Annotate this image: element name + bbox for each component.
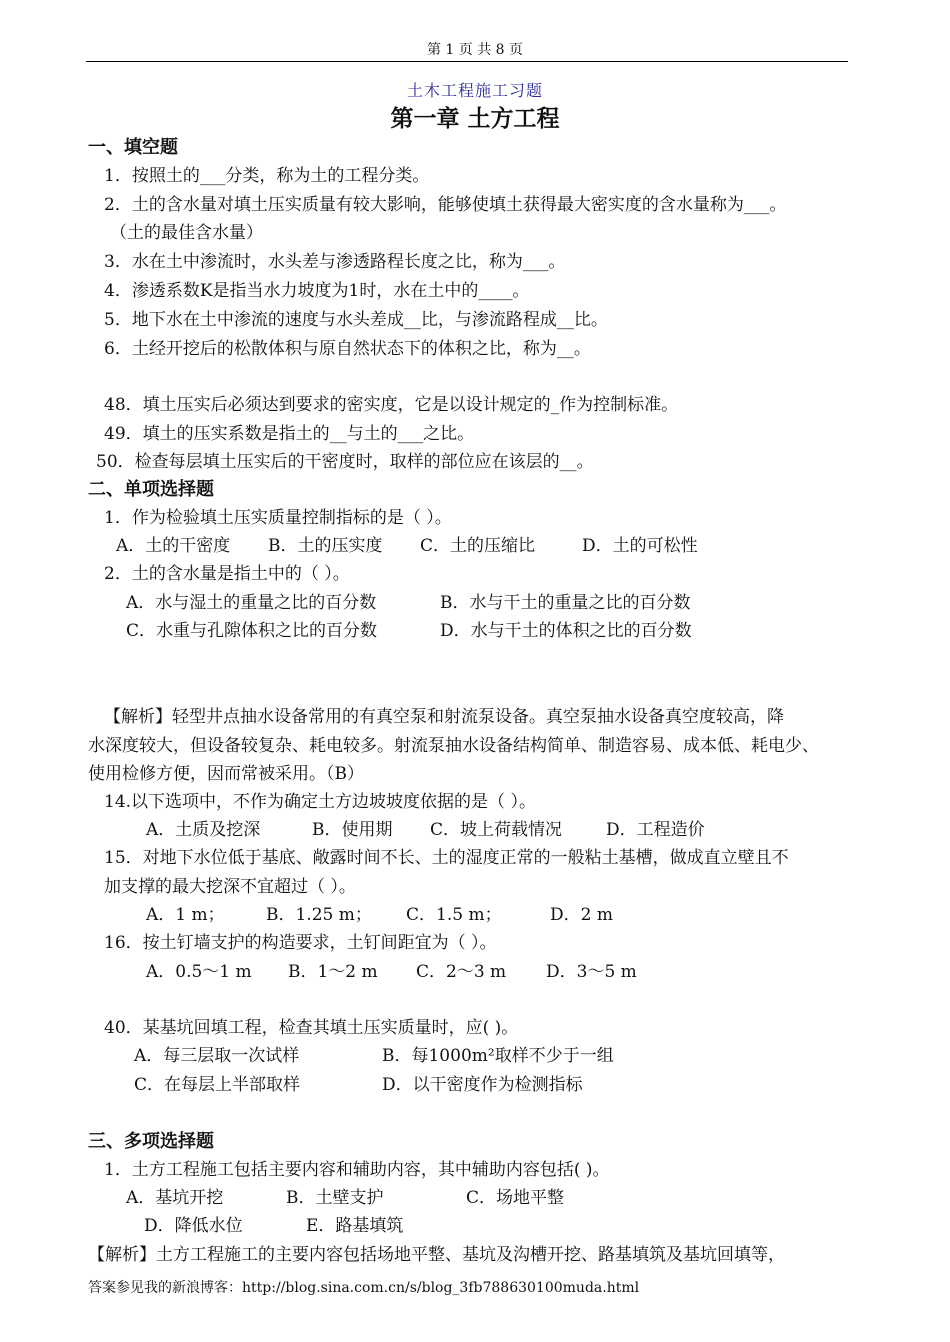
option-d: D．工程造价 [606,820,705,840]
option-d: D．3～5 m [546,962,637,982]
option-c: C．土的压缩比 [420,536,536,556]
fill-item-answer: （土的最佳含水量） [110,223,263,243]
option-c: C．场地平整 [466,1188,565,1208]
option-a: A．每三层取一次试样 [134,1046,300,1066]
option-a: A．1 m； [146,905,225,925]
fill-item: 1．按照土的___分类，称为土的工程分类。 [104,166,430,186]
question-40: 40．某基坑回填工程，检查其填土压实质量时，应( )。 [104,1018,519,1038]
option-c: C．2～3 m [416,962,507,982]
option-d: D．以干密度作为检测指标 [382,1075,583,1095]
question-15: 15．对地下水位低于基底、敞露时间不长、土的湿度正常的一般粘土基槽，做成直立壁且不 [104,848,789,868]
option-d: D．土的可松性 [582,536,698,556]
question-2: 2．土的含水量是指土中的（ ）。 [104,564,350,584]
option-b: B．1～2 m [288,962,378,982]
fill-item: 3．水在土中渗流时，水头差与渗透路程长度之比，称为___。 [104,252,566,272]
analysis-line: 【解析】轻型井点抽水设备常用的有真空泵和射流泵设备。真空泵抽水设备真空度较高，降 [104,707,784,727]
question-14: 14.以下选项中，不作为确定土方边坡坡度依据的是（ ）。 [104,792,536,812]
option-a: A．0.5～1 m [146,962,252,982]
option-b: B．每1000m²取样不少于一组 [382,1046,614,1066]
option-b: B．水与干土的重量之比的百分数 [440,593,691,613]
question-16: 16．按土钉墙支护的构造要求，土钉间距宜为（ ）。 [104,933,497,953]
option-e: E．路基填筑 [306,1216,404,1236]
option-b: B．土的压实度 [268,536,383,556]
fill-item: 48．填土压实后必须达到要求的密实度，它是以设计规定的_作为控制标准。 [104,395,679,415]
option-b: B．土壁支护 [286,1188,384,1208]
option-d: D．2 m [550,905,613,925]
fill-item: 2．土的含水量对填土压实质量有较大影响，能够使填土获得最大密实度的含水量称为___。 [104,195,787,215]
section-heading-multi: 三、多项选择题 [88,1131,214,1152]
option-d: D．水与干土的体积之比的百分数 [440,621,692,641]
option-c: C．坡上荷载情况 [430,820,563,840]
option-b: B．使用期 [312,820,393,840]
option-c: C．水重与孔隙体积之比的百分数 [126,621,378,641]
analysis-line: 水深度较大，但设备较复杂、耗电较多。射流泵抽水设备结构简单、制造容易、成本低、耗电少、 [88,736,819,756]
option-a: A．土的干密度 [116,536,231,556]
footer-blog-link[interactable]: 答案参见我的新浪博客：http://blog.sina.com.cn/s/blog_3fb788630100muda.html [88,1280,640,1296]
fill-item: 50．检查每层填土压实后的干密度时，取样的部位应在该层的__。 [96,452,594,472]
fill-item: 4．渗透系数K是指当水力坡度为1时，水在土中的____。 [104,281,530,301]
header-rule [86,61,848,62]
option-a: A．土质及挖深 [146,820,261,840]
document-subtitle: 土木工程施工习题 [406,81,543,100]
option-c: C．1.5 m； [406,905,502,925]
fill-item: 5．地下水在土中渗流的速度与水头差成__比，与渗流路程成__比。 [104,310,608,330]
fill-item: 49．填土的压实系数是指土的__与土的___之比。 [104,424,475,444]
multi-question-1: 1．土方工程施工包括主要内容和辅助内容，其中辅助内容包括( )。 [104,1160,610,1180]
option-a: A．水与湿土的重量之比的百分数 [126,593,377,613]
chapter-title: 第一章 土方工程 [390,105,560,132]
analysis-line: 使用检修方便，因而常被采用。（B） [88,764,364,784]
option-c: C．在每层上半部取样 [134,1075,301,1095]
fill-item: 6．土经开挖后的松散体积与原自然状态下的体积之比，称为__。 [104,339,591,359]
question-15-cont: 加支撑的最大挖深不宜超过（ ）。 [104,877,356,897]
option-d: D．降低水位 [144,1216,243,1236]
question-1: 1．作为检验填土压实质量控制指标的是（ ）。 [104,508,452,528]
analysis-line: 【解析】土方工程施工的主要内容包括场地平整、基坑及沟槽开挖、路基填筑及基坑回填等， [88,1245,785,1265]
section-heading-fill: 一、填空题 [88,137,178,158]
option-b: B．1.25 m； [266,905,372,925]
page-header: 第 1 页 共 8 页 [426,42,524,58]
option-a: A．基坑开挖 [126,1188,224,1208]
section-heading-single: 二、单项选择题 [88,479,214,500]
